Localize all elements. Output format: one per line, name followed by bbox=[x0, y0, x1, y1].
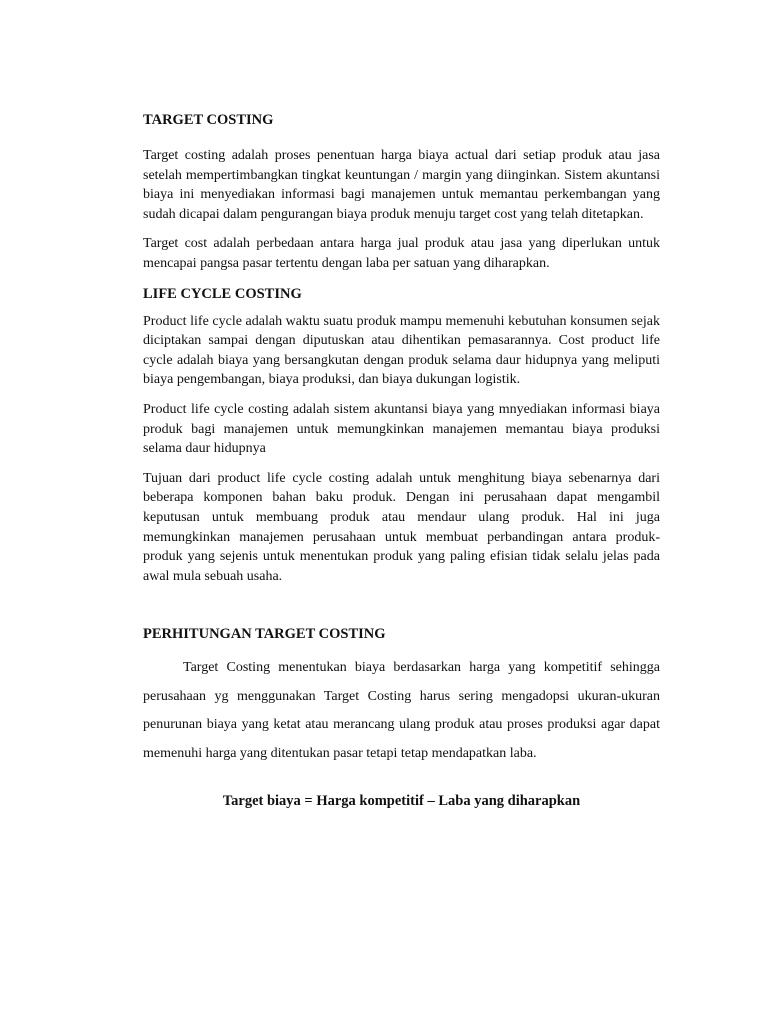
paragraph-life-cycle-costing-definition: Product life cycle costing adalah sistem akuntansi biaya yang mnyediakan informasi biaya produk bagi manajemen untuk memungkinkan manajemen memantau biaya produksi selama daur hidupnya bbox=[143, 401, 660, 457]
paragraph-perhitungan: Target Costing menentukan biaya berdasarkan harga yang kompetitif sehingga perusahaan yg menggunakan Target Costing harus sering mengadopsi ukuran-ukuran penurunan biaya yang ketat atau merancang ulang produk atau proses produksi agar dapat memenuhi harga yang ditentukan pasar tetapi tetap mendapatkan laba. bbox=[143, 660, 660, 762]
heading-perhitungan-target-costing: PERHITUNGAN TARGET COSTING bbox=[143, 626, 386, 643]
paragraph-product-life-cycle: Product life cycle adalah waktu suatu produk mampu memenuhi kebutuhan konsumen sejak diciptakan sampai dengan diputuskan atau dihentikan pemasarannya. Cost product life cycle adalah biaya yang bersangkutan dengan produk selama daur hidupnya yang meliputi biaya pengembangan, biaya produksi, dan biaya dukungan logistik. bbox=[143, 313, 660, 388]
paragraph-life-cycle-costing-purpose: Tujuan dari product life cycle costing adalah untuk menghitung biaya sebenarnya dari beberapa komponen bahan baku produk. Dengan ini perusahaan dapat mengambil keputusan untuk membuang produk atau mendaur ulang produk. Hal ini juga memungkinkan manajemen perusahaan untuk membuat perbandingan antara produk-produk yang sejenis untuk menentukan produk yang paling efisian tidak selalu jelas pada awal mula sebuah usaha. bbox=[143, 470, 660, 584]
heading-life-cycle-costing: LIFE CYCLE COSTING bbox=[143, 285, 302, 302]
paragraph-target-cost-definition: Target cost adalah perbedaan antara harga jual produk atau jasa yang diperlukan untuk mencapai pangsa pasar tertentu dengan laba per satuan yang diharapkan. bbox=[143, 236, 660, 271]
formula-target-biaya: Target biaya = Harga kompetitif – Laba yang diharapkan bbox=[222, 792, 581, 809]
heading-target-costing: TARGET COSTING bbox=[143, 112, 274, 128]
paragraph-target-costing-definition: Target costing adalah proses penentuan harga biaya actual dari setiap produk atau jasa setelah mempertimbangkan tingkat keuntungan / margin yang diinginkan. Sistem akuntansi biaya ini menyediakan informasi bagi manajemen untuk memantau perkembangan yang sudah dicapai dalam pengurangan biaya produk menuju target cost yang telah ditetapkan. bbox=[143, 148, 660, 222]
